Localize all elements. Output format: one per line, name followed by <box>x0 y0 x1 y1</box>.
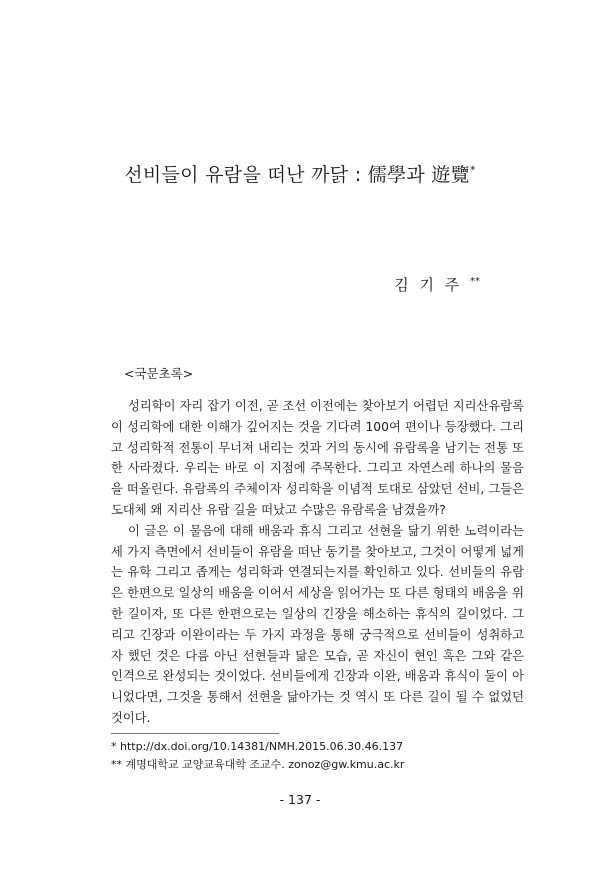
abstract-label: <국문초록> <box>124 366 194 381</box>
author-line <box>394 274 480 295</box>
author-footnote-mark: ** <box>470 276 480 287</box>
footnote-doi: * http://dx.doi.org/10.14381/NMH.2015.06.30.46.137 <box>111 740 404 753</box>
title-footnote-mark: * <box>469 163 476 177</box>
footnote-divider <box>111 733 279 734</box>
abstract-body <box>111 396 524 729</box>
author-name: 김 기 주 <box>394 276 463 294</box>
footnote-affiliation: ** 계명대학교 교양교육대학 조교수. zonoz@gw.kmu.ac.kr <box>111 758 405 771</box>
page-number: - 137 - <box>279 792 321 807</box>
abstract-paragraph: 이 글은 이 물음에 대해 배움과 휴식 그리고 선현을 닮기 위한 노력이라는 세 가지 측면에서 선비들이 유람을 떠난 동기를 찾아보고, 그것이 어떻게 넓게는 유학 그리고 좁게는 성리학과 연결되는지를 확인하고 있다. 선비들의 유람은 한편으로 일상의 배움을 이어서 세상을 읽어가는 또 다른 형태의 배움을 위한 길이자, 또 다른 한편으로는 일상의 긴장을 해소하는 휴식의 길이었다. 그리고 긴장과 이완이라는 두 가지 과정을 통해 궁극적으로 선비들이 성취하고자 했던 것은 다름 아닌 선현들과 닮은 모습, 곧 자신이 현인 혹은 그와 같은 인격으로 완성되는 것이었다. 선비들에게 긴장과 이완, 배움과 휴식이 둘이 아니었다면, 그것을 통해서 선현을 닮아가는 것 역시 또 다른 길이 될 수 없었던 것이다. <box>111 523 524 725</box>
paper-title <box>0 160 600 187</box>
abstract-paragraph: 성리학이 자리 잡기 이전, 곧 조선 이전에는 찾아보기 어렵던 지리산유람록이 성리학에 대한 이해가 깊어지는 것을 기다려 100여 편이나 등장했다. 그리고 성리학적 전통이 무너져 내리는 것과 거의 동시에 유람록을 남기는 전통 또한 사라졌다. 우리는 바로 이 지점에 주목한다. 그리고 자연스레 하나의 물음을 떠올린다. 유람록의 주체이자 성리학을 이념적 토대로 삼았던 선비, 그들은 도대체 왜 지리산 유람 길을 떠났고 수많은 유람록을 남겼을까? <box>111 399 524 517</box>
paper-title-text: 선비들이 유람을 떠난 까닭 : 儒學과 遊覽 <box>124 164 470 186</box>
footnotes <box>111 738 404 774</box>
